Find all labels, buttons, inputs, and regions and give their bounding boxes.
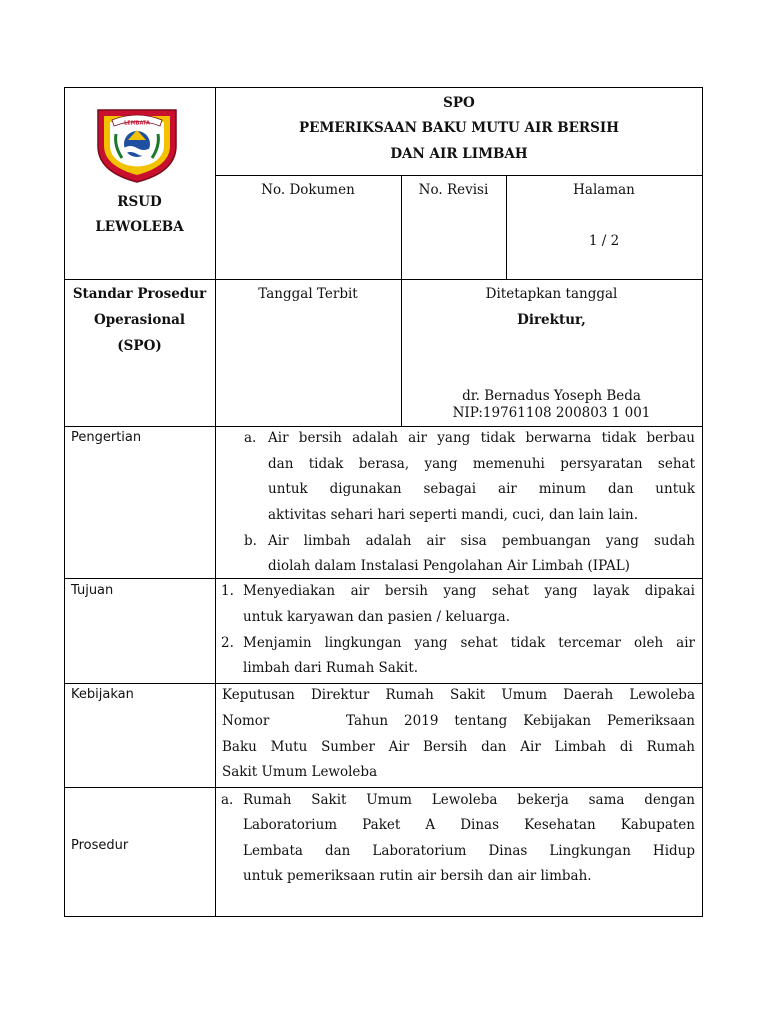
kebijakan-line: Keputusan Direktur Rumah Sakit Umum Daerah Lewoleba [222, 687, 695, 703]
logo-banner-text: LEMBATA [124, 120, 150, 127]
section-label-pengertian: Pengertian [71, 430, 142, 445]
org-name-line2: LEWOLEBA [95, 219, 184, 235]
tujuan-2-line: limbah dari Rumah Sakit. [243, 660, 419, 676]
hospital-logo [94, 106, 180, 184]
ditetapkan-label: Ditetapkan tanggal [485, 286, 618, 302]
prosedur-a-line: Lembata dan Laboratorium Dinas Lingkungan Hidup [243, 843, 695, 859]
document-title-line1: PEMERIKSAAN BAKU MUTU AIR BERSIH [299, 120, 619, 136]
section-label-kebijakan: Kebijakan [71, 687, 134, 702]
section-label-prosedur: Prosedur [71, 838, 129, 853]
list-marker: a. [221, 792, 234, 808]
pengertian-a-line: dan tidak berasa, yang memenuhi persyaratan sehat [268, 456, 695, 472]
tujuan-1-line: Menyediakan air bersih yang sehat yang layak dipakai [243, 583, 695, 599]
kebijakan-line: Sakit Umum Lewoleba [222, 764, 378, 780]
pengertian-a-line: aktivitas sehari hari seperti mandi, cuci, dan lain lain. [268, 507, 638, 523]
pengertian-a-line: untuk digunakan sebagai air minum dan untuk [268, 481, 695, 497]
no-dokumen-label: No. Dokumen [261, 182, 355, 198]
signer-nip: NIP:19761108 200803 1 001 [452, 405, 651, 421]
prosedur-a-line: Rumah Sakit Umum Lewoleba bekerja sama dengan [243, 792, 695, 808]
spo-block-label-line1: Standar Prosedur [72, 286, 207, 302]
pengertian-a-line: Air bersih adalah air yang tidak berwarna tidak berbau [268, 430, 695, 446]
halaman-value: 1 / 2 [588, 233, 620, 249]
list-marker: b. [244, 533, 257, 549]
list-marker: a. [244, 430, 257, 446]
document-title-line2: DAN AIR LIMBAH [390, 146, 528, 162]
spo-block-label-line3: (SPO) [117, 338, 162, 354]
kebijakan-line: Baku Mutu Sumber Air Bersih dan Air Limbah di Rumah [222, 739, 695, 755]
no-revisi-label: No. Revisi [418, 182, 489, 198]
list-marker: 1. [221, 583, 234, 599]
pengertian-b-line: diolah dalam Instalasi Pengolahan Air Limbah (IPAL) [268, 558, 630, 574]
spo-label: SPO [443, 95, 475, 111]
kebijakan-line: Tahun 2019 tentang Kebijakan Pemeriksaan [346, 713, 695, 729]
prosedur-a-line: Laboratorium Paket A Dinas Kesehatan Kabupaten [243, 817, 695, 833]
halaman-label: Halaman [573, 182, 635, 198]
section-label-tujuan: Tujuan [71, 583, 114, 598]
org-name-line1: RSUD [117, 194, 162, 210]
spo-block-label-line2: Operasional [93, 312, 186, 328]
tujuan-2-line: Menjamin lingkungan yang sehat tidak tercemar oleh air [243, 635, 695, 651]
kebijakan-line: Nomor [222, 713, 270, 729]
tujuan-1-line: untuk karyawan dan pasien / keluarga. [243, 609, 511, 625]
direktur-label: Direktur, [517, 312, 586, 328]
list-marker: 2. [221, 635, 234, 651]
signer-name: dr. Bernadus Yoseph Beda [462, 388, 641, 404]
pengertian-b-line: Air limbah adalah air sisa pembuangan yang sudah [268, 533, 695, 549]
prosedur-a-line: untuk pemeriksaan rutin air bersih dan air limbah. [243, 868, 592, 884]
tanggal-terbit-label: Tanggal Terbit [258, 286, 358, 302]
